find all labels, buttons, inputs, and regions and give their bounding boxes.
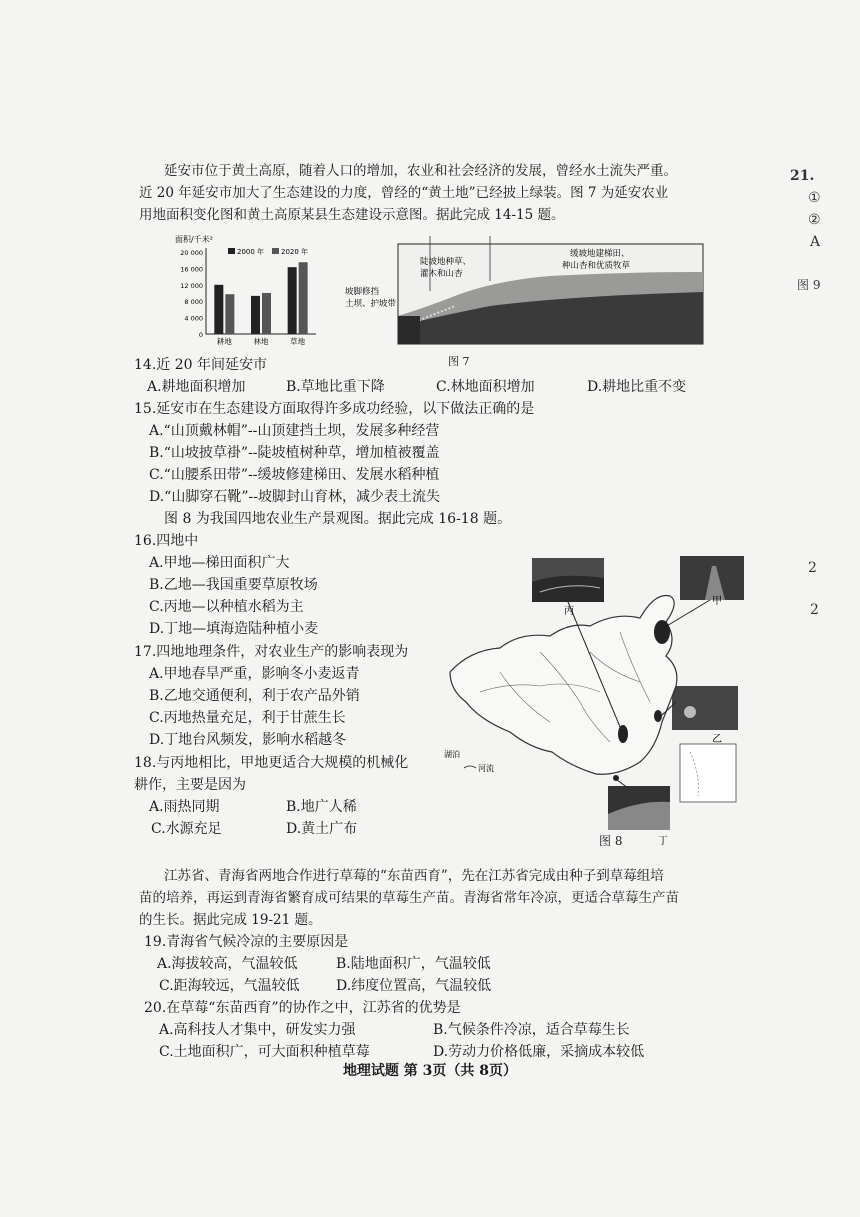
legend-lake: 湖泊 (444, 750, 460, 759)
question-16-option: D.丁地—填海造陆种植小麦 (149, 621, 319, 637)
question-20-option: D.劳动力价格低廉，采摘成本较低 (433, 1044, 645, 1060)
question-20-option: B.气候条件冷凉，适合草莓生长 (433, 1022, 630, 1038)
bar-耕地-2000 年 (214, 285, 223, 334)
question-16-option: A.甲地—梯田面积广大 (149, 555, 290, 571)
question-17-option: D.丁地台风频发，影响水稻越冬 (149, 732, 347, 748)
y-tick-label: 12 000 (180, 281, 203, 290)
question-17-option: B.乙地交通便利，利于农产品外销 (149, 688, 360, 704)
margin-fragment: 图 9 (797, 278, 821, 292)
location-jia (654, 620, 670, 644)
bar-耕地-2020 年 (225, 294, 234, 334)
question-17-stem: 17.四地地理条件，对农业生产的影响表现为 (134, 644, 409, 660)
label-ding: 丁 (658, 836, 668, 847)
question-15-option: D.“山脚穿石靴”--坡脚封山育林，减少表土流失 (149, 489, 440, 505)
x-category-label: 林地 (253, 337, 269, 346)
diagram-label-steep: 灌木和山杏 (420, 269, 463, 279)
location-yi (654, 710, 662, 722)
legend-swatch (272, 248, 279, 254)
figure-8-china-map (440, 552, 772, 852)
margin-fragment: ② (808, 212, 821, 228)
question-19-option: B.陆地面积广，气温较低 (336, 956, 491, 972)
question-17-option: C.丙地热量充足，利于甘蔗生长 (149, 710, 346, 726)
chart-ylabel: 面积/千米² (175, 235, 213, 244)
margin-fragment: 2 (810, 602, 819, 618)
diagram-label-foot: 土坝、护坡带 (345, 299, 397, 309)
legend-label: 2000 年 (237, 248, 265, 256)
question-18-option: A.雨热同期 (149, 799, 220, 815)
question-14-option: C.林地面积增加 (436, 379, 535, 395)
question-20-option: C.土地面积广，可大面积种植草莓 (159, 1044, 370, 1060)
y-tick-label: 4 000 (184, 314, 203, 323)
y-tick-label: 8 000 (184, 298, 203, 307)
legend-river: 河流 (478, 764, 494, 773)
question-20-option: A.高科技人才集中，研发实力强 (159, 1022, 356, 1038)
question-19-option: A.海拔较高，气温较低 (157, 956, 298, 972)
x-category-label: 耕地 (216, 337, 232, 346)
y-tick-label: 0 (198, 331, 203, 339)
question-16-option: C.丙地—以种植水稻为主 (149, 599, 304, 615)
bar-林地-2020 年 (262, 293, 271, 334)
question-15-option: C.“山腰系田带”--缓坡修建梯田、发展水稻种植 (149, 467, 440, 483)
intro-16-18: 图 8 为我国四地农业生产景观图。据此完成 16-18 题。 (164, 511, 512, 527)
intro-paragraph-line: 延安市位于黄土高原，随着人口的增加，农业和社会经济的发展，曾经水土流失严重。 (164, 163, 677, 179)
margin-fragment: 21. (790, 168, 815, 184)
label-yi: 乙 (712, 734, 722, 745)
page-footer: 地理试题 第 3页（共 8页） (342, 1063, 518, 1079)
question-18-stem: 耕作，主要是因为 (134, 777, 246, 793)
intro-paragraph-line: 苗的培养，再运到青海省繁育成可结果的草莓生产苗。青海省常年冷凉，更适合草莓生产苗 (139, 890, 679, 906)
figure-7-caption: 图 7 (448, 355, 470, 368)
figure-7-slope-diagram (340, 236, 710, 348)
question-14-option: D.耕地比重不变 (587, 379, 687, 395)
question-14-option: B.草地比重下降 (286, 379, 385, 395)
question-18-option: C.水源充足 (151, 821, 222, 837)
question-19-stem: 19.青海省气候冷凉的主要原因是 (144, 934, 349, 950)
margin-fragment: 2 (808, 560, 817, 576)
question-20-stem: 20.在草莓“东苗西育”的协作之中，江苏省的优势是 (144, 1000, 461, 1016)
bar-林地-2000 年 (251, 296, 260, 334)
diagram-label-foot: 坡脚修挡 (345, 287, 380, 297)
y-tick-label: 16 000 (180, 265, 203, 274)
figure-7-bar-chart (170, 230, 325, 350)
label-jia: 甲 (712, 596, 722, 607)
legend-swatch (228, 248, 235, 254)
question-15-option: A.“山顶戴林帽”--山顶建挡土坝，发展多种经营 (149, 423, 440, 439)
diagram-label-steep: 陡坡地种草、 (420, 257, 472, 267)
diagram-label-gentle: 缓坡地建梯田、 (570, 249, 630, 259)
bar-草地-2020 年 (299, 262, 308, 334)
question-18-stem: 18.与丙地相比，甲地更适合大规模的机械化 (134, 755, 409, 771)
margin-fragment: A (810, 234, 821, 250)
question-19-option: C.距海较远，气温较低 (159, 978, 300, 994)
question-17-option: A.甲地春旱严重，影响冬小麦返青 (149, 666, 360, 682)
intro-paragraph-line: 的生长。据此完成 19-21 题。 (139, 912, 322, 928)
figure-8-caption: 图 8 (599, 834, 623, 848)
margin-fragment: ① (808, 190, 821, 206)
question-15-option: B.“山坡披草褂”--陡坡植树种草，增加植被覆盖 (149, 445, 440, 461)
x-category-label: 草地 (290, 337, 306, 346)
question-16-option: B.乙地—我国重要草原牧场 (149, 577, 318, 593)
question-16-stem: 16.四地中 (134, 533, 199, 549)
intro-paragraph-line: 用地面积变化图和黄土高原某县生态建设示意图。据此完成 14-15 题。 (139, 207, 565, 223)
question-18-option: D.黄土广布 (286, 821, 358, 837)
diagram-label-gentle: 种山杏和优质牧草 (562, 261, 631, 271)
photo-yi (672, 686, 738, 730)
question-19-option: D.纬度位置高，气温较低 (336, 978, 492, 994)
intro-paragraph-line: 江苏省、青海省两地合作进行草莓的“东苗西育”，先在江苏省完成由种子到草莓组培 (164, 868, 664, 884)
intro-paragraph-line: 近 20 年延安市加大了生态建设的力度，曾经的“黄土地”已经披上绿装。图 7 为延安农业 (139, 185, 669, 201)
bar-草地-2000 年 (288, 267, 297, 334)
legend-label: 2020 年 (281, 248, 309, 256)
y-tick-label: 20 000 (180, 249, 203, 257)
location-ding (613, 775, 619, 781)
question-14-stem: 14.近 20 年间延安市 (134, 357, 267, 373)
question-14-option: A.耕地面积增加 (147, 379, 246, 395)
question-15-stem: 15.延安市在生态建设方面取得许多成功经验，以下做法正确的是 (134, 401, 535, 417)
question-18-option: B.地广人稀 (286, 799, 357, 815)
label-bing: 丙 (564, 606, 574, 617)
